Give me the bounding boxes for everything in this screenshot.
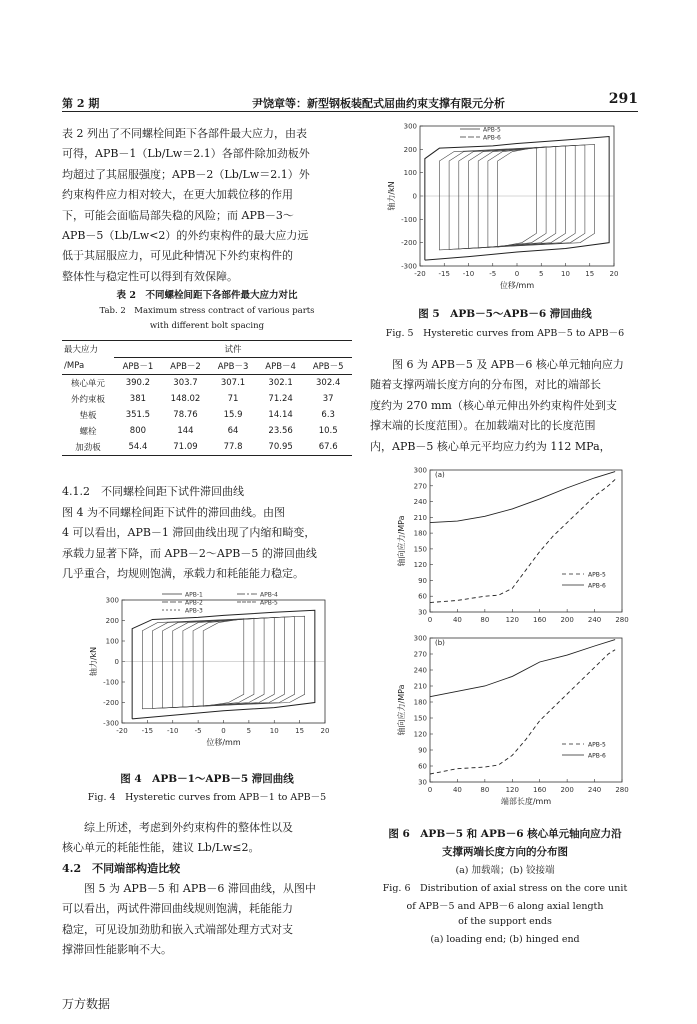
y-tick-label: 120 <box>413 561 427 570</box>
x-tick-label: 280 <box>615 786 629 794</box>
x-tick-label: 0 <box>427 786 433 794</box>
y-axis-label: 轴力/kN <box>387 181 396 211</box>
fig4-chart <box>75 590 345 760</box>
legend-label: APB-2 <box>185 599 203 607</box>
table-cell: 144 <box>177 426 194 436</box>
y-tick-label: 200 <box>403 145 417 154</box>
y-tick-label: 240 <box>413 666 427 675</box>
y-tick-label: 300 <box>105 596 119 605</box>
table-row-label: 加劲板 <box>75 443 101 453</box>
x-axis-label: 端部长度/mm <box>500 797 552 806</box>
table-cell: 67.6 <box>318 442 338 452</box>
intro-paragraph <box>62 124 352 287</box>
text-line: 核心单元的耗能性能，建议 Lb/Lw≤2。 <box>62 841 260 855</box>
x-axis-label: 位移/mm <box>206 738 241 747</box>
table-cell: 148.02 <box>170 394 201 404</box>
hysteresis-loop <box>203 619 244 707</box>
y-tick-label: 60 <box>418 762 427 771</box>
table-cell: 381 <box>129 394 147 404</box>
panel-label: (b) <box>435 639 445 647</box>
fig5-chart <box>378 118 636 290</box>
y-tick-label: 30 <box>418 608 427 617</box>
y-tick-label: 120 <box>413 730 427 739</box>
legend-label: APB-6 <box>483 134 501 142</box>
y-tick-label: 100 <box>403 169 417 178</box>
legend-label: APB-5 <box>588 571 606 579</box>
page-header <box>62 93 638 112</box>
y-axis-label: 轴向应力/MPa <box>397 515 406 567</box>
y-tick-label: -100 <box>103 678 119 687</box>
x-tick-label: -5 <box>489 270 497 278</box>
x-tick-label: -5 <box>194 727 202 735</box>
table-head-cell: /MPa <box>64 360 85 371</box>
table2-caption-en-1: Tab. 2 Maximum stress contract of various parts <box>99 306 315 316</box>
legend-label: APB-5 <box>483 126 501 134</box>
table-row-label: 核心单元 <box>71 379 106 389</box>
table-cell: 10.5 <box>318 426 338 436</box>
y-tick-label: 150 <box>413 714 427 723</box>
y-tick-label: 270 <box>413 650 427 659</box>
text-line: 随着支撑两端长度方向的分布图，对比的端部长 <box>370 378 601 392</box>
x-tick-label: 0 <box>427 616 433 624</box>
x-tick-label: 80 <box>480 616 490 624</box>
x-tick-label: 15 <box>585 270 595 278</box>
fig6-caption-en-3: of the support ends <box>458 916 552 927</box>
fig6-intro-paragraph <box>370 355 640 457</box>
hysteresis-loop <box>142 616 304 709</box>
series-line-apb-6 <box>430 640 615 697</box>
table-cell: 37 <box>322 394 334 404</box>
table-row <box>62 407 352 423</box>
y-tick-label: -300 <box>103 719 119 728</box>
table-cell: 71.09 <box>173 442 198 452</box>
text-line: 低于其屈服应力，可见此种情况下外约束构件的 <box>62 249 293 263</box>
table-cell: 64 <box>227 426 239 436</box>
x-axis-label: 位移/mm <box>499 281 535 290</box>
text-line: 度约为 270 mm（核心单元伸出外约束构件处到支 <box>370 398 617 412</box>
fig6a-chart <box>390 462 635 630</box>
table2 <box>62 340 352 456</box>
table-col-header: APB－2 <box>170 362 201 372</box>
page-number: 291 <box>608 91 638 107</box>
table-cell: 303.7 <box>173 378 198 388</box>
table-cell: 15.9 <box>223 410 243 420</box>
x-tick-label: 280 <box>615 616 629 624</box>
table-row <box>62 391 352 407</box>
section-4-1-2-title: 4.1.2 不同螺栓间距下试件滞回曲线 <box>62 485 244 498</box>
x-tick-label: 10 <box>561 270 570 278</box>
table-row-label: 垫板 <box>79 411 97 421</box>
text-line: 可以看出，两试件滞回曲线规则饱满，耗能能力 <box>62 902 293 916</box>
fig5-caption-en: Fig. 5 Hysteretic curves from APB－5 to APB－6 <box>385 328 625 339</box>
section-4-2-body <box>62 879 352 961</box>
x-tick-label: 15 <box>295 727 305 735</box>
watermark: 万方数据 <box>62 997 111 1011</box>
y-axis-label: 轴向应力/MPa <box>397 684 406 736</box>
table-cell: 77.8 <box>223 442 243 452</box>
x-tick-label: 120 <box>505 786 519 794</box>
text-line: 图 4 为不同螺栓间距下试件的滞回曲线。由图 <box>62 506 285 519</box>
x-tick-label: 120 <box>505 616 519 624</box>
x-tick-label: -20 <box>414 270 426 278</box>
x-tick-label: -15 <box>438 270 450 278</box>
x-tick-label: 20 <box>609 270 619 278</box>
x-tick-label: 200 <box>560 616 574 624</box>
y-tick-label: -200 <box>103 699 119 707</box>
y-tick-label: 90 <box>418 576 427 585</box>
hysteresis-loop <box>183 618 264 707</box>
y-tick-label: -300 <box>401 262 417 271</box>
text-line: 约束构件应力相对较大，在更大加载位移的作用 <box>62 188 293 202</box>
summary-paragraph <box>62 818 352 859</box>
table-cell: 71 <box>227 394 239 404</box>
hysteresis-loop <box>163 617 285 708</box>
x-tick-label: 0 <box>221 727 226 735</box>
legend-label: APB-4 <box>260 591 278 599</box>
hysteresis-loop <box>478 146 556 248</box>
y-tick-label: 100 <box>105 637 119 646</box>
table-col-header: APB－4 <box>265 362 296 372</box>
text-line: 可得，APB－1（Lb/Lw＝2.1）各部件除加劲板外 <box>62 147 310 161</box>
x-tick-label: 80 <box>480 786 490 794</box>
table-cell: 6.3 <box>321 410 335 420</box>
text-line: 综上所述，考虑到外约束构件的整体性以及 <box>84 821 293 834</box>
x-tick-label: 160 <box>533 786 547 794</box>
table-row <box>62 423 352 439</box>
table-cell: 23.56 <box>268 426 293 436</box>
y-tick-label: 60 <box>418 592 427 601</box>
text-line: 承载力显著下降，而 APB－2～APB－5 的滞回曲线 <box>62 546 317 560</box>
text-line: 撑滞回性能影响不大。 <box>62 943 172 957</box>
table-cell: 390.2 <box>125 378 151 388</box>
y-tick-label: 180 <box>413 529 427 538</box>
text-line: 下，可能会面临局部失稳的风险；而 APB－3～ <box>62 208 294 222</box>
fig6-caption-cn-2: 支撑两端长度方向的分布图 <box>442 846 568 858</box>
y-tick-label: 210 <box>413 682 427 691</box>
hysteresis-loop <box>498 147 537 247</box>
text-line: 内，APB－5 核心单元平均应力约为 112 MPa， <box>370 439 611 453</box>
fig6-caption-cn-3: (a) 加载端；(b) 铰接端 <box>455 865 555 876</box>
y-tick-label: -100 <box>401 215 417 224</box>
running-title: 尹饶章等：新型钢板装配式屈曲约束支撑有限元分析 <box>252 97 505 110</box>
y-tick-label: 270 <box>413 482 427 491</box>
y-tick-label: 210 <box>413 513 427 522</box>
text-line: 图 5 为 APB－5 和 APB－6 滞回曲线，从图中 <box>84 882 316 895</box>
table-cell: 70.95 <box>268 442 293 452</box>
legend-label: APB-5 <box>260 599 278 607</box>
y-tick-label: 200 <box>105 617 119 625</box>
text-line: 表 2 列出了不同螺栓间距下各部件最大应力，由表 <box>62 127 307 140</box>
table-col-header: APB－3 <box>217 362 249 372</box>
table-cell: 351.5 <box>125 410 151 420</box>
y-tick-label: -200 <box>401 239 417 248</box>
table-col-header: APB－1 <box>122 362 154 372</box>
table-cell: 54.4 <box>128 442 148 452</box>
fig6-caption-cn-1: 图 6 APB－5 和 APB－6 核心单元轴向应力沿 <box>388 828 622 840</box>
x-tick-label: -10 <box>462 270 475 278</box>
table-cell: 307.1 <box>220 378 246 388</box>
x-tick-label: 160 <box>533 616 547 624</box>
text-line: 撑末端的长度范围）。在加载端对比的长度范围 <box>370 419 596 433</box>
table-cell: 800 <box>129 426 147 436</box>
hysteresis-loop <box>439 144 594 249</box>
x-tick-label: 240 <box>587 786 602 794</box>
legend-label: APB-6 <box>588 752 606 760</box>
fig6-caption-en-1: Fig. 6 Distribution of axial stress on the core unit <box>382 883 628 894</box>
hysteresis-loop <box>459 145 575 249</box>
text-line: 整体性与稳定性可以得到有效保障。 <box>62 269 238 283</box>
y-tick-label: 90 <box>418 746 427 755</box>
hysteresis-loop <box>173 617 275 707</box>
panel-label: (a) <box>435 471 445 479</box>
table-row-label: 螺栓 <box>79 427 97 437</box>
table2-caption-cn: 表 2 不同螺栓间距下各部件最大应力对比 <box>116 290 298 301</box>
x-tick-label: 10 <box>269 727 279 735</box>
fig5-caption-cn: 图 5 APB－5～APB－6 滞回曲线 <box>418 308 592 320</box>
section-4-1-2-body <box>62 503 352 585</box>
table-cell: 78.76 <box>173 410 198 420</box>
x-tick-label: -10 <box>167 727 179 735</box>
y-axis-label: 轴力/kN <box>89 646 98 677</box>
y-tick-label: 0 <box>114 658 119 666</box>
x-tick-label: 40 <box>452 786 462 794</box>
section-4-2-title: 4.2 不同端部构造比较 <box>62 862 181 875</box>
x-tick-label: 20 <box>320 727 330 735</box>
y-tick-label: 150 <box>413 545 427 554</box>
x-tick-label: 240 <box>587 616 602 624</box>
y-tick-label: 300 <box>403 122 417 131</box>
text-line: 稳定，可见设加劲肋和嵌入式端部处理方式对支 <box>62 922 293 936</box>
table-row-label: 外约束板 <box>71 395 106 405</box>
table-head-cell: 最大应力 <box>64 345 99 356</box>
fig6-caption-en-4: (a) loading end; (b) hinged end <box>430 934 580 945</box>
table-col-header: APB－5 <box>312 362 344 372</box>
table-cell: 302.1 <box>268 378 293 388</box>
fig6-caption-en-2: of APB－5 and APB－6 along axial length <box>406 901 604 912</box>
series-line-apb-6 <box>430 472 615 523</box>
hysteresis-loop <box>193 618 254 707</box>
x-tick-label: 5 <box>246 727 252 735</box>
issue-label: 第 2 期 <box>62 97 100 110</box>
text-line: 4 可以看出，APB－1 滞回曲线出现了内缩和畸变， <box>62 526 316 540</box>
legend-label: APB-6 <box>588 582 606 590</box>
table2-caption-en-2: with different bolt spacing <box>149 321 265 331</box>
y-tick-label: 300 <box>413 466 427 475</box>
x-tick-label: 0 <box>514 270 520 278</box>
x-tick-label: 200 <box>560 786 574 794</box>
table-cell: 71.24 <box>268 394 293 404</box>
plot-frame <box>430 638 622 782</box>
x-tick-label: 40 <box>452 616 462 624</box>
hysteresis-loop <box>469 146 566 249</box>
y-tick-label: 0 <box>412 192 417 201</box>
plot-frame <box>430 470 622 612</box>
table-cell: 14.14 <box>268 410 293 420</box>
y-tick-label: 240 <box>413 498 427 507</box>
y-tick-label: 300 <box>413 634 427 643</box>
text-line: 图 6 为 APB－5 及 APB－6 核心单元轴向应力 <box>392 358 624 371</box>
x-tick-label: -15 <box>141 727 154 735</box>
table-cell: 302.4 <box>316 378 341 388</box>
hysteresis-loop <box>488 147 546 248</box>
x-tick-label: 5 <box>539 270 544 278</box>
y-tick-label: 180 <box>413 698 427 707</box>
fig6b-chart <box>390 632 635 810</box>
table-row <box>62 375 352 392</box>
legend-label: APB-1 <box>185 591 203 599</box>
text-line: 几乎重合，均规则饱满，承载力和耗能能力稳定。 <box>62 567 304 581</box>
legend-label: APB-3 <box>185 607 203 615</box>
text-line: APB－5（Lb/Lw<2）的外约束构件的最大应力远 <box>62 229 309 243</box>
y-tick-label: 30 <box>418 778 427 787</box>
table-row <box>62 439 352 456</box>
fig4-caption-cn: 图 4 APB－1～APB－5 滞回曲线 <box>120 773 294 785</box>
table-head-group: 试件 <box>114 341 352 358</box>
fig4-caption-en: Fig. 4 Hysteretic curves from APB－1 to APB－5 <box>87 792 327 803</box>
legend-label: APB-5 <box>588 741 606 749</box>
x-tick-label: -20 <box>116 727 128 735</box>
text-line: 均超过了其屈服强度；APB－2（Lb/Lw＝2.1）外 <box>62 167 310 181</box>
